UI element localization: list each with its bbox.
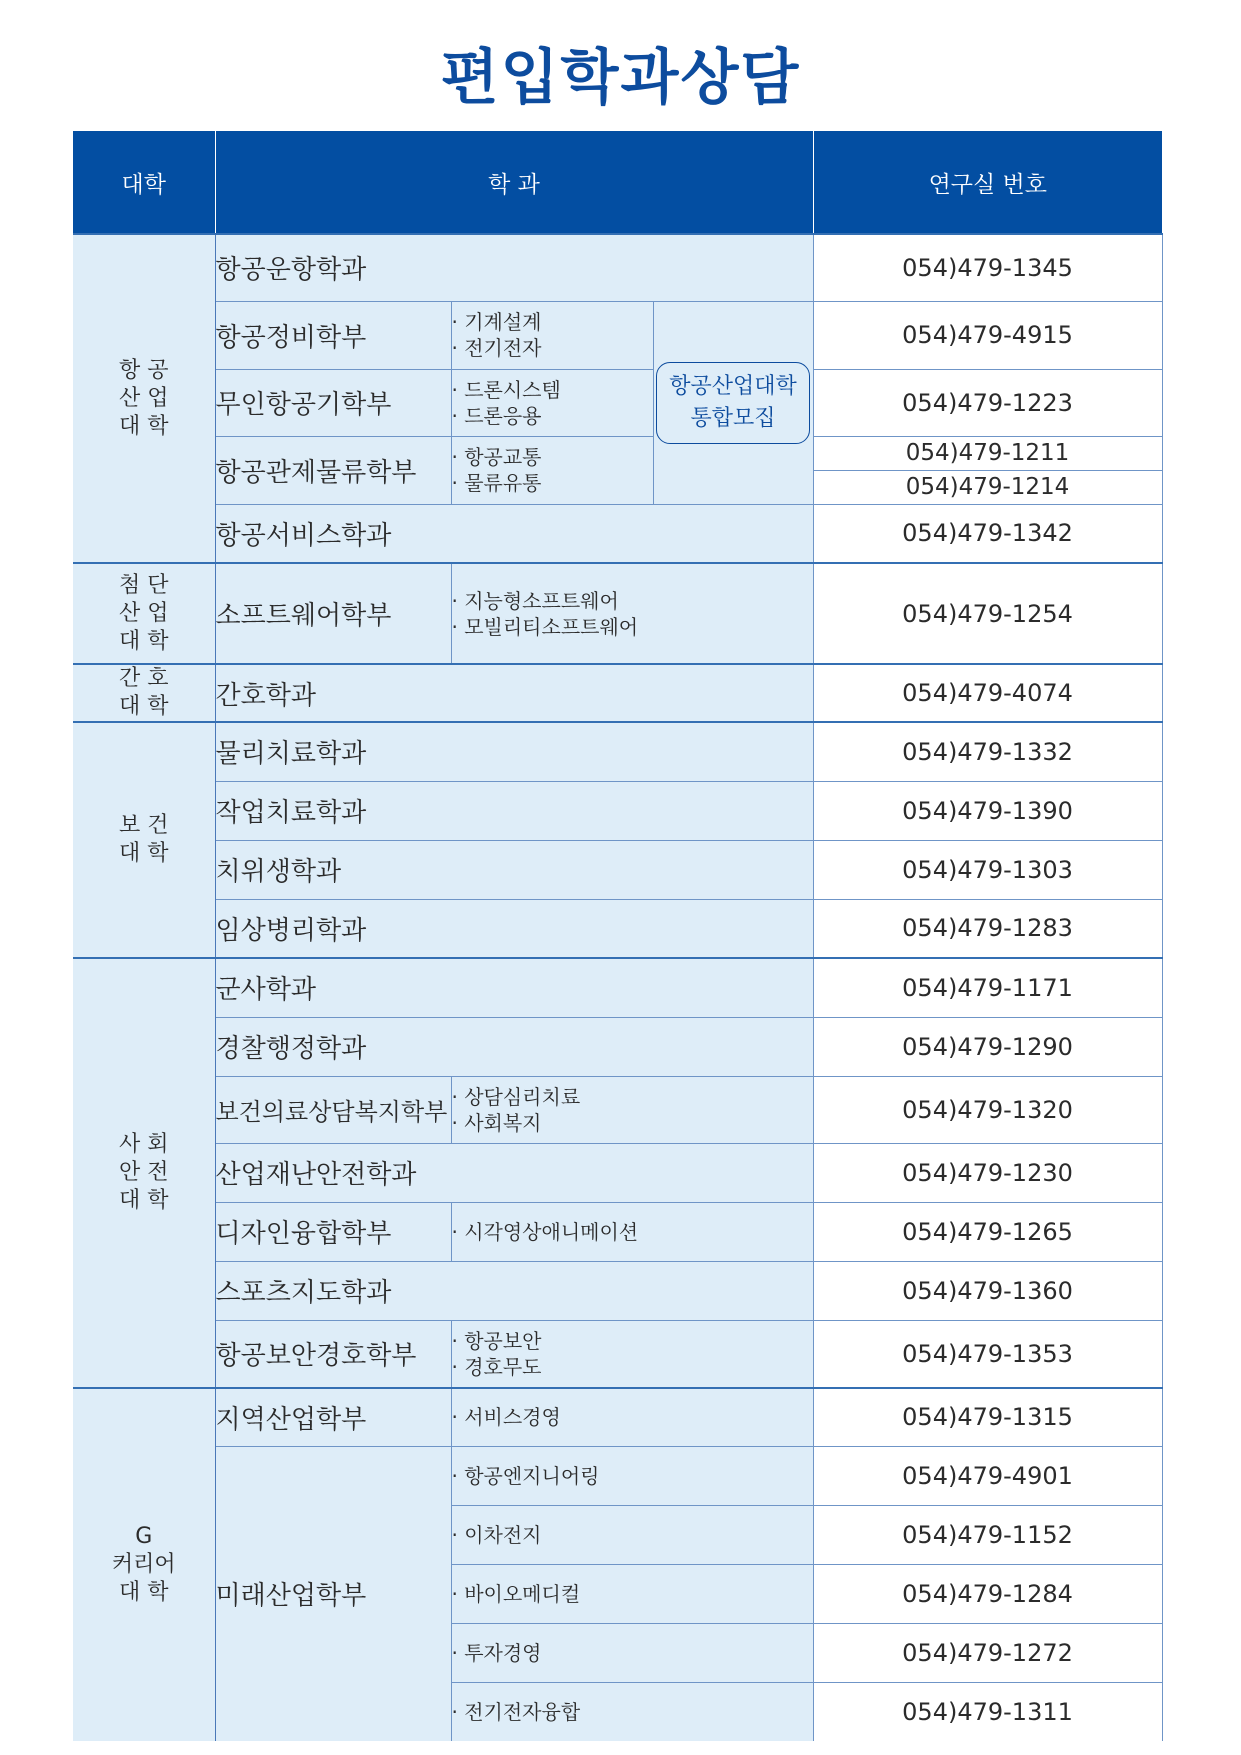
major-list: · 항공교통 · 물류유통 bbox=[451, 436, 653, 504]
table-row bbox=[73, 1261, 1162, 1320]
phone-number: 054)479-1152 bbox=[813, 1505, 1162, 1564]
phone-number: 054)479-1211 bbox=[813, 436, 1162, 470]
dept-name: 미래산업학부 bbox=[215, 1446, 451, 1741]
phone-number: 054)479-1272 bbox=[813, 1623, 1162, 1682]
phone-number: 054)479-1214 bbox=[813, 470, 1162, 504]
major-list: · 항공보안 · 경호무도 bbox=[451, 1320, 813, 1388]
table-row bbox=[73, 840, 1162, 899]
dept-name: 항공관제물류학부 bbox=[215, 436, 451, 504]
phone-number: 054)479-1254 bbox=[813, 563, 1162, 664]
phone-number: 054)479-1283 bbox=[813, 899, 1162, 958]
table-row bbox=[73, 504, 1162, 563]
dept-name: 항공서비스학과 bbox=[215, 504, 813, 563]
phone-number: 054)479-1171 bbox=[813, 958, 1162, 1017]
dept-name: 치위생학과 bbox=[215, 840, 813, 899]
major-list: · 항공엔지니어링 bbox=[451, 1446, 813, 1505]
table-row bbox=[73, 369, 1162, 436]
major-list: · 이차전지 bbox=[451, 1505, 813, 1564]
dept-name: 항공보안경호학부 bbox=[215, 1320, 451, 1388]
phone-number: 054)479-1303 bbox=[813, 840, 1162, 899]
major-list: · 시각영상애니메이션 bbox=[451, 1202, 813, 1261]
college-health: 보 건 대 학 bbox=[73, 722, 215, 958]
college-social: 사 회 안 전 대 학 bbox=[73, 958, 215, 1388]
phone-number: 054)479-1284 bbox=[813, 1564, 1162, 1623]
major-list: · 드론시스템 · 드론응용 bbox=[451, 369, 653, 436]
phone-number: 054)479-1342 bbox=[813, 504, 1162, 563]
dept-name: 군사학과 bbox=[215, 958, 813, 1017]
dept-name: 무인항공기학부 bbox=[215, 369, 451, 436]
college-nursing: 간 호 대 학 bbox=[73, 664, 215, 722]
college-gcareer: G 커리어 대 학 bbox=[73, 1388, 215, 1741]
major-list: · 기계설계 · 전기전자 bbox=[451, 301, 653, 369]
dept-name: 산업재난안전학과 bbox=[215, 1143, 813, 1202]
major-list: · 지능형소프트웨어 · 모빌리티소프트웨어 bbox=[451, 563, 813, 664]
phone-number: 054)479-1290 bbox=[813, 1017, 1162, 1076]
dept-name: 임상병리학과 bbox=[215, 899, 813, 958]
integrated-recruit-cell bbox=[653, 301, 813, 504]
dept-name: 디자인융합학부 bbox=[215, 1202, 451, 1261]
phone-number: 054)479-4901 bbox=[813, 1446, 1162, 1505]
phone-number: 054)479-1360 bbox=[813, 1261, 1162, 1320]
phone-number: 054)479-1345 bbox=[813, 234, 1162, 301]
major-list: · 상담심리치료 · 사회복지 bbox=[451, 1076, 813, 1143]
dept-name: 소프트웨어학부 bbox=[215, 563, 451, 664]
table-row bbox=[73, 234, 1162, 301]
dept-name: 작업치료학과 bbox=[215, 781, 813, 840]
table-row bbox=[73, 1446, 1162, 1505]
dept-name: 항공정비학부 bbox=[215, 301, 451, 369]
phone-number: 054)479-1230 bbox=[813, 1143, 1162, 1202]
table-row bbox=[73, 1143, 1162, 1202]
table-header bbox=[73, 131, 1162, 234]
phone-number: 054)479-1332 bbox=[813, 722, 1162, 781]
dept-name: 지역산업학부 bbox=[215, 1388, 451, 1446]
header-phone: 연구실 번호 bbox=[813, 131, 1162, 234]
table-row bbox=[73, 664, 1162, 722]
dept-name: 간호학과 bbox=[215, 664, 813, 722]
table-row bbox=[73, 899, 1162, 958]
dept-name: 물리치료학과 bbox=[215, 722, 813, 781]
table-row bbox=[73, 1388, 1162, 1446]
phone-number: 054)479-4915 bbox=[813, 301, 1162, 369]
phone-number: 054)479-1390 bbox=[813, 781, 1162, 840]
table-row bbox=[73, 1202, 1162, 1261]
dept-name: 경찰행정학과 bbox=[215, 1017, 813, 1076]
table-row bbox=[73, 722, 1162, 781]
page-title: 편입학과상담 bbox=[440, 43, 801, 113]
dept-name: 스포츠지도학과 bbox=[215, 1261, 813, 1320]
phone-number: 054)479-1353 bbox=[813, 1320, 1162, 1388]
phone-number: 054)479-4074 bbox=[813, 664, 1162, 722]
table-row bbox=[73, 301, 1162, 369]
integrated-recruit-badge: 항공산업대학 통합모집 bbox=[656, 362, 810, 444]
table-row bbox=[73, 1017, 1162, 1076]
phone-number: 054)479-1315 bbox=[813, 1388, 1162, 1446]
phone-number: 054)479-1311 bbox=[813, 1682, 1162, 1741]
phone-number: 054)479-1320 bbox=[813, 1076, 1162, 1143]
dept-name: 항공운항학과 bbox=[215, 234, 813, 301]
dept-name: 보건의료상담복지학부 bbox=[215, 1076, 451, 1143]
major-list: · 서비스경영 bbox=[451, 1388, 813, 1446]
table-row bbox=[73, 563, 1162, 664]
major-list: · 바이오메디컬 bbox=[451, 1564, 813, 1623]
table-row bbox=[73, 781, 1162, 840]
header-department: 학 과 bbox=[215, 131, 813, 234]
college-aviation: 항 공 산 업 대 학 bbox=[73, 234, 215, 563]
table-row bbox=[73, 958, 1162, 1017]
table-row bbox=[73, 1076, 1162, 1143]
phone-number: 054)479-1265 bbox=[813, 1202, 1162, 1261]
major-list: · 투자경영 bbox=[451, 1623, 813, 1682]
college-advanced: 첨 단 산 업 대 학 bbox=[73, 563, 215, 664]
header-college: 대학 bbox=[73, 131, 215, 234]
table-row bbox=[73, 1320, 1162, 1388]
major-list: · 전기전자융합 bbox=[451, 1682, 813, 1741]
phone-number: 054)479-1223 bbox=[813, 369, 1162, 436]
department-table bbox=[73, 131, 1163, 1741]
table-row bbox=[73, 436, 1162, 470]
